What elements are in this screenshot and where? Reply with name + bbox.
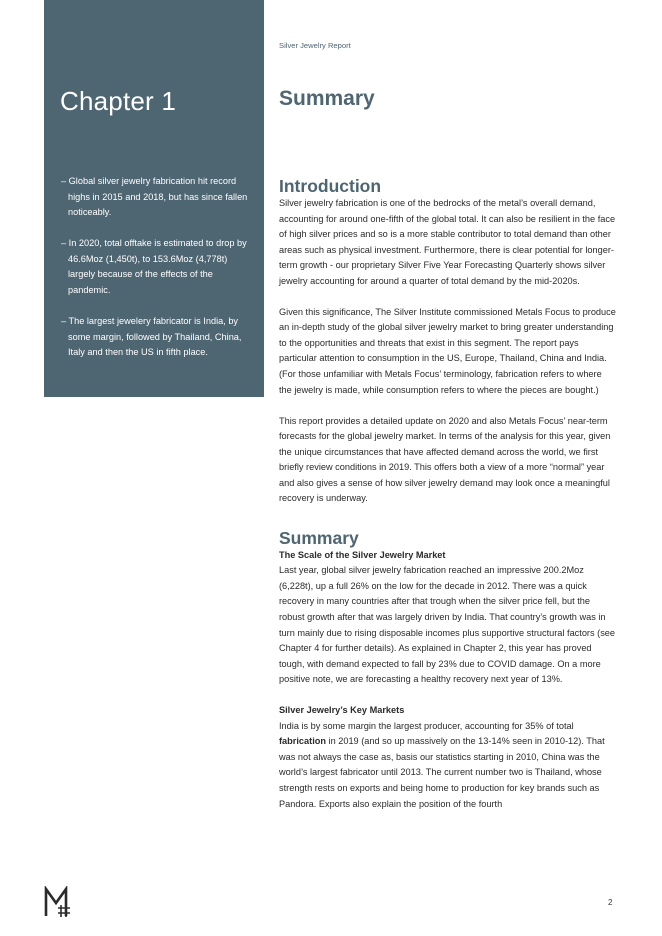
key-point: – In 2020, total offtake is estimated to drop by 46.6Moz (1,450t), to 153.6Moz (4,778t) largely because of the effects of the pandemic. [61, 238, 247, 296]
introduction-heading: Introduction [279, 176, 382, 196]
page-title: Summary [279, 87, 375, 110]
key-markets-text-continued: in 2019 (and so up massively on the 13-14% seen in 2010-12). That was not always the case as, basis our statistics starting in 2010, China was the world’s largest fabricator until 2013. The current number two is Thailand, whose strength rests on exports and being home to production for key brands such as Pandora. Exports also explain the position of the fourth [279, 736, 605, 809]
metals-focus-logo-icon [44, 886, 72, 918]
introduction-paragraph: This report provides a detailed update on 2020 and also Metals Focus’ near-term forecasts for the global jewelry market. In terms of the analysis for this year, given the unique circumstances that have affected demand across the world, we first briefly review conditions in 2019. This offers both a view of a more “normal” year and also gives a sense of how silver jewelry demand may look once a meaningful recovery is underway. [279, 415, 611, 504]
fabrication-term: fabrication [279, 736, 326, 747]
key-markets-paragraph [279, 719, 616, 812]
key-markets-subheading: Silver Jewelry’s Key Markets [279, 705, 405, 716]
key-points-list [61, 174, 256, 376]
chapter-title: Chapter 1 [60, 86, 176, 116]
scale-paragraph: Last year, global silver jewelry fabrication reached an impressive 200.2Moz (6,228t), up a full 26% on the low for the decade in 2012. There was a quick recovery in many countries after that trough when the silver price fell, but the robust growth after that was largely driven by India. That country’s growth was in turn mainly due to rising disposable incomes plus supportive structural factors (see Chapter 4 for further details). As explained in Chapter 2, this year has proved tough, with demand expected to fall by 23% due to COVID damage. On a more positive note, we are forecasting a healthy recovery next year of 13%. [279, 565, 616, 685]
introduction-paragraph: Given this significance, The Silver Institute commissioned Metals Focus to produce an in-depth study of the global silver jewelry market to bring greater understanding to the opportunities and threats that exist in this segment. The report pays particular attention to consumption in the US, Europe, Thailand, China and India. (For those unfamiliar with Metals Focus’ terminology, fabrication refers to where the jewelry is made, while consumption refers to where the pieces are bought.) [279, 306, 616, 395]
introduction-paragraph: Silver jewelry fabrication is one of the bedrocks of the metal’s overall demand, accounting for around one-fifth of the global total. It can also be resilient in the face of high silver prices and so is a more stable contributor to total demand than other areas such as physical investment. Furthermore, there is clear potential for longer-term growth - our proprietary Silver Five Year Forecasting Quarterly shows silver jewelry accounting for around a quarter of total demand by the mid-2020s. [279, 198, 616, 286]
scale-subheading: The Scale of the Silver Jewelry Market [279, 549, 446, 560]
report-header-label: Silver Jewelry Report [279, 41, 351, 50]
page-number: 2 [608, 898, 613, 907]
key-markets-text: India is by some margin the largest producer, accounting for 35% of total [279, 720, 574, 731]
key-point: – Global silver jewelry fabrication hit record highs in 2015 and 2018, but has since fallen noticeably. [61, 176, 248, 218]
key-point: – The largest jewelery fabricator is India, by some margin, followed by Thailand, China, Italy and then the US in fifth place. [61, 316, 242, 358]
summary-heading: Summary [279, 527, 359, 548]
chapter-sidebar-panel [44, 0, 264, 397]
main-content [279, 86, 616, 812]
